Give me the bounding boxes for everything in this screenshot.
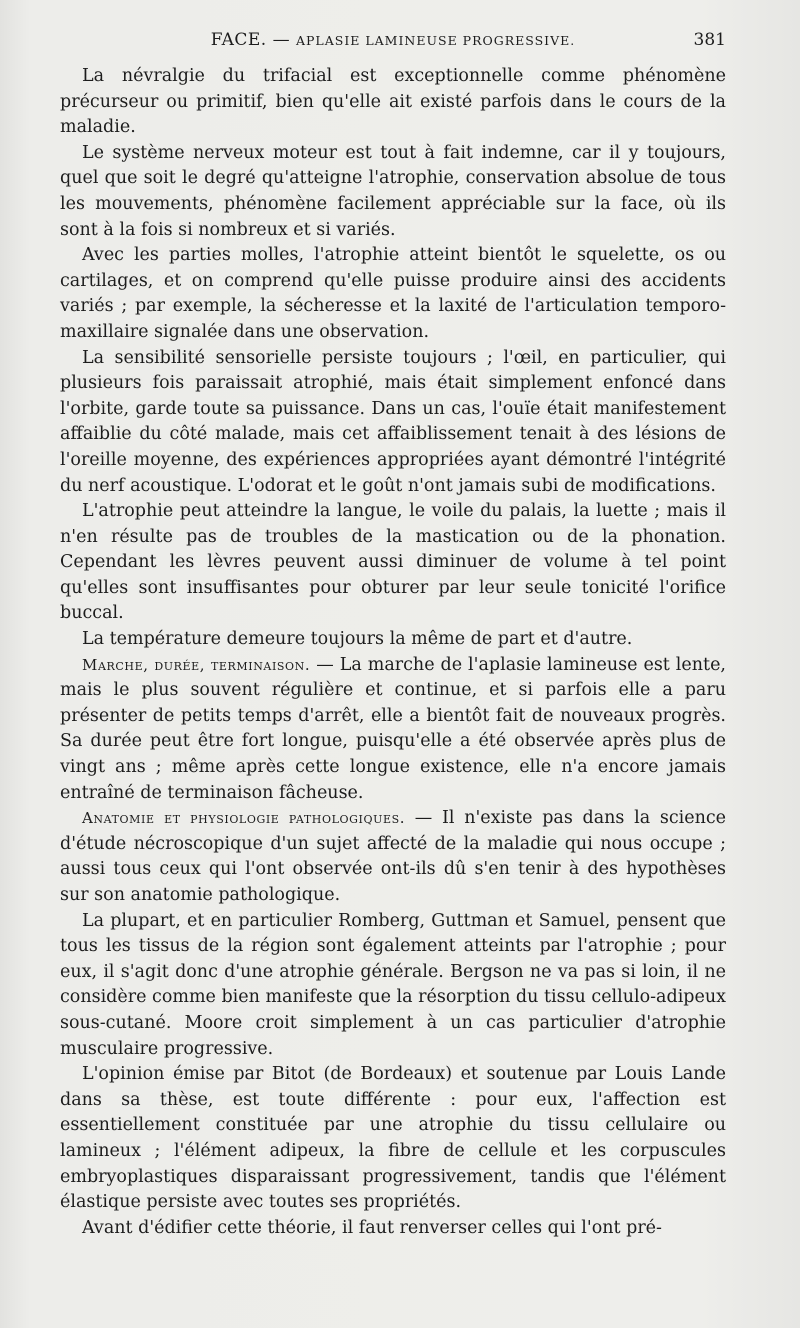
paragraph: La névralgie du trifacial est exceptionnelle comme phénomène précurseur ou primitif, bien qu'elle ait existé parfois dans le cours de la maladie.	[60, 66, 726, 138]
paragraph: La plupart, et en particulier Romberg, Guttman et Samuel, pensent que tous les tissus de la région sont également atteints par l'atrophie ; pour eux, il s'agit donc d'une atrophie générale. Bergson ne va pas si loin, il ne considère comme bien manifeste que la résorption du tissu cellulo-adipeux sous-cutané. Moore croit simplement à un cas particulier d'atrophie musculaire progressive.	[60, 910, 726, 1059]
paragraph: L'opinion émise par Bitot (de Bordeaux) et soutenue par Louis Lande dans sa thèse, est toute différente : pour eux, l'affection est essentiellement constituée par une atrophie du tissu cellulaire ou lamineux ; l'élément adipeux, la fibre de cellule et les corpuscules embryoplastiques disparaissant progressivement, tandis que l'élément élastique persiste avec toutes ses propriétés.	[60, 1064, 726, 1213]
paragraph: L'atrophie peut atteindre la langue, le voile du palais, la luette ; mais il n'en résulte pas de troubles de la mastication ou de la phonation. Cependant les lèvres peuvent aussi diminuer de volume à tel point qu'elles sont insuffisantes pour obturer par leur seule tonicité l'orifice buccal.	[60, 501, 726, 624]
running-title	[60, 30, 726, 50]
paragraph: La sensibilité sensorielle persiste toujours ; l'œil, en particulier, qui plusieurs fois paraissait atrophié, mais était simplement enfoncé dans l'orbite, garde toute sa puissance. Dans un cas, l'ouïe était manifestement affaiblie du côté malade, mais cet affaiblissement tenait à des lésions de l'oreille moyenne, des expériences appropriées ayant démontré l'intégrité du nerf acoustique. L'odorat et le goût n'ont jamais subi de modifications.	[60, 347, 726, 496]
title-dash: —	[272, 30, 291, 50]
body-text	[60, 64, 726, 1241]
paragraph: Le système nerveux moteur est tout à fait indemne, car il y toujours, quel que soit le degré qu'atteigne l'atrophie, conservation absolue de tous les mouvements, phénomène facilement appréciable sur la face, où ils sont à la fois si nombreux et si variés.	[60, 142, 726, 240]
paragraph	[60, 653, 726, 807]
section-heading: Marche, durée, terminaison.	[82, 655, 311, 674]
paragraph: Avec les parties molles, l'atrophie atteint bientôt le squelette, os ou cartilages, et on comprend qu'elle puisse produire ainsi des accidents variés ; par exemple, la sécheresse et la laxité de l'articulation temporo-maxillaire signalée dans une observation.	[60, 245, 726, 342]
section-title: APLASIE LAMINEUSE PROGRESSIVE.	[295, 33, 576, 48]
paragraph	[60, 806, 726, 908]
paragraph-text: — La marche de l'aplasie lamineuse est lente, mais le plus souvent régulière et continue, et si parfois elle a paru présenter de petits temps d'arrêt, elle a bientôt fait de nouveaux progrès. Sa durée peut être fort longue, puisqu'elle a été observée après plus de vingt ans ; même après cette longue existence, elle n'a encore jamais entraîné de terminaison fâcheuse.	[60, 654, 726, 803]
paragraph: Avant d'édifier cette théorie, il faut renverser celles qui l'ont pré-	[82, 1217, 662, 1238]
paragraph: La température demeure toujours la même de part et d'autre.	[82, 629, 633, 650]
page-number: 381	[693, 30, 726, 50]
running-head	[60, 30, 726, 58]
paragraph-text: — Il n'existe pas dans la science d'étude nécroscopique d'un sujet affecté de la maladie qui nous occupe ; aussi tous ceux qui l'ont observée ont-ils dû s'en tenir à des hypothèses sur son anatomie pathologique.	[60, 808, 726, 905]
section-heading: Anatomie et physiologie pathologiques.	[82, 809, 406, 828]
chapter-title: FACE.	[210, 30, 267, 50]
